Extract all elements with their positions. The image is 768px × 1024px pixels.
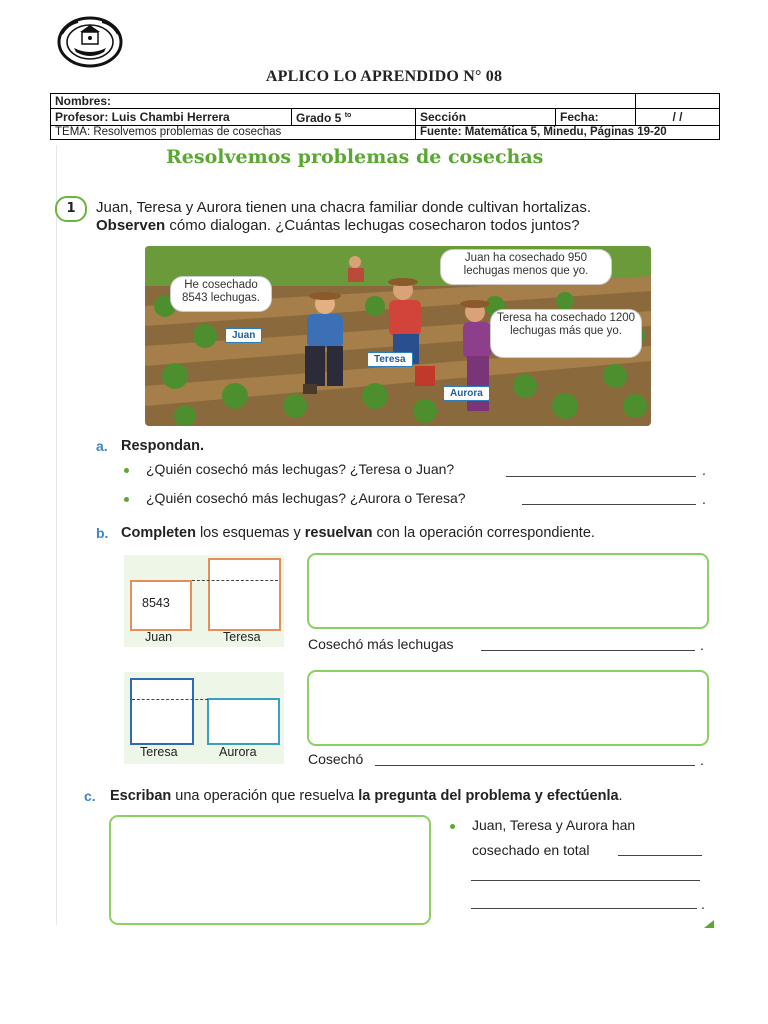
answer-line-7[interactable] [471, 908, 697, 909]
section-a-letter: a. [96, 438, 108, 454]
scheme-2-label-aurora: Aurora [219, 745, 257, 759]
orden-field[interactable] [636, 94, 720, 109]
sheet-edge [56, 145, 57, 925]
teresa-bar-2[interactable] [130, 678, 194, 745]
harvest-illustration [145, 246, 651, 426]
juan-bar-value: 8543 [142, 596, 170, 610]
answer-line-4[interactable] [375, 765, 695, 766]
aurora-name-tag: Aurora [443, 386, 490, 401]
answer-box-2[interactable] [307, 670, 709, 746]
section-a-title: Respondan. [121, 438, 204, 454]
juan-speech-bubble: He cosechado 8543 lechugas. [171, 277, 271, 311]
answer-box-3[interactable] [109, 815, 431, 925]
section-b-letter: b. [96, 525, 109, 541]
answer-line-1[interactable] [506, 476, 696, 477]
answer-line-5[interactable] [618, 855, 702, 856]
juan-name-tag: Juan [225, 328, 262, 343]
scheme-1-label-juan: Juan [145, 630, 173, 644]
tema-cell: TEMA: Resolvemos problemas de cosechas [51, 126, 416, 140]
fuente-cell: Fuente: Matemática 5, Minedu, Páginas 19-20 [416, 126, 720, 140]
question-teresa-juan: ¿Quién cosechó más lechugas? ¿Teresa o Juan? [146, 461, 455, 477]
scheme-2-label-teresa: Teresa [140, 745, 178, 759]
answer-2-label: Cosechó [308, 751, 364, 767]
bullet-icon [124, 468, 129, 473]
problem-line-2: Observen cómo dialogan. ¿Cuántas lechugas cosecharon todos juntos? [96, 217, 580, 234]
end-mark: . [700, 752, 704, 768]
school-seal-logo [56, 14, 124, 70]
section-c-letter: c. [84, 788, 96, 804]
end-mark: . [702, 462, 706, 478]
end-mark: . [700, 637, 704, 653]
profesor-cell: Profesor: Luis Chambi Herrera [51, 109, 292, 126]
answer-line-2[interactable] [522, 504, 696, 505]
section-b-title: Completen los esquemas y resuelvan con la operación correspondiente. [121, 525, 595, 541]
grado-cell: Grado 5 $^{to}$ [292, 109, 416, 126]
fecha-field[interactable]: / / [636, 109, 720, 126]
comparison-dashed-line [192, 580, 278, 581]
problem-number-badge: 1 [55, 196, 87, 222]
question-aurora-teresa: ¿Quién cosechó más lechugas? ¿Aurora o Teresa? [146, 490, 466, 506]
student-info-table [50, 93, 720, 140]
teresa-speech-bubble: Juan ha cosechado 950 lechugas menos que yo. [441, 250, 611, 284]
corner-arrow-icon [704, 920, 714, 928]
teresa-name-tag: Teresa [367, 352, 413, 367]
end-mark: . [701, 896, 705, 912]
document-title: APLICO LO APRENDIDO N° 08 [265, 68, 503, 85]
answer-1-label: Cosechó más lechugas [308, 636, 454, 652]
teresa-bar[interactable] [208, 558, 281, 631]
bullet-icon [450, 824, 455, 829]
seccion-field[interactable]: Sección [416, 109, 556, 126]
bullet-icon [124, 497, 129, 502]
section-c-title: Escriban una operación que resuelva la pregunta del problema y efectúenla. [110, 788, 623, 804]
problem-line-1: Juan, Teresa y Aurora tienen una chacra familiar donde cultivan hortalizas. [96, 199, 592, 216]
scheme-1-label-teresa: Teresa [223, 630, 261, 644]
aurora-speech-bubble: Teresa ha cosechado 1200 lechugas más que yo. [491, 310, 641, 357]
total-text-line-1: Juan, Teresa y Aurora han [472, 817, 636, 833]
end-mark: . [702, 491, 706, 507]
nombres-field[interactable]: Nombres: [51, 94, 636, 109]
answer-line-3[interactable] [481, 650, 695, 651]
comparison-dashed-line [132, 699, 208, 700]
answer-box-1[interactable] [307, 553, 709, 629]
aurora-bar[interactable] [207, 698, 280, 745]
fecha-label: Fecha: [556, 109, 636, 126]
answer-line-6[interactable] [471, 880, 700, 881]
total-text-line-2: cosechado en total [472, 842, 590, 858]
worksheet-title: Resolvemos problemas de cosechas [166, 146, 544, 168]
